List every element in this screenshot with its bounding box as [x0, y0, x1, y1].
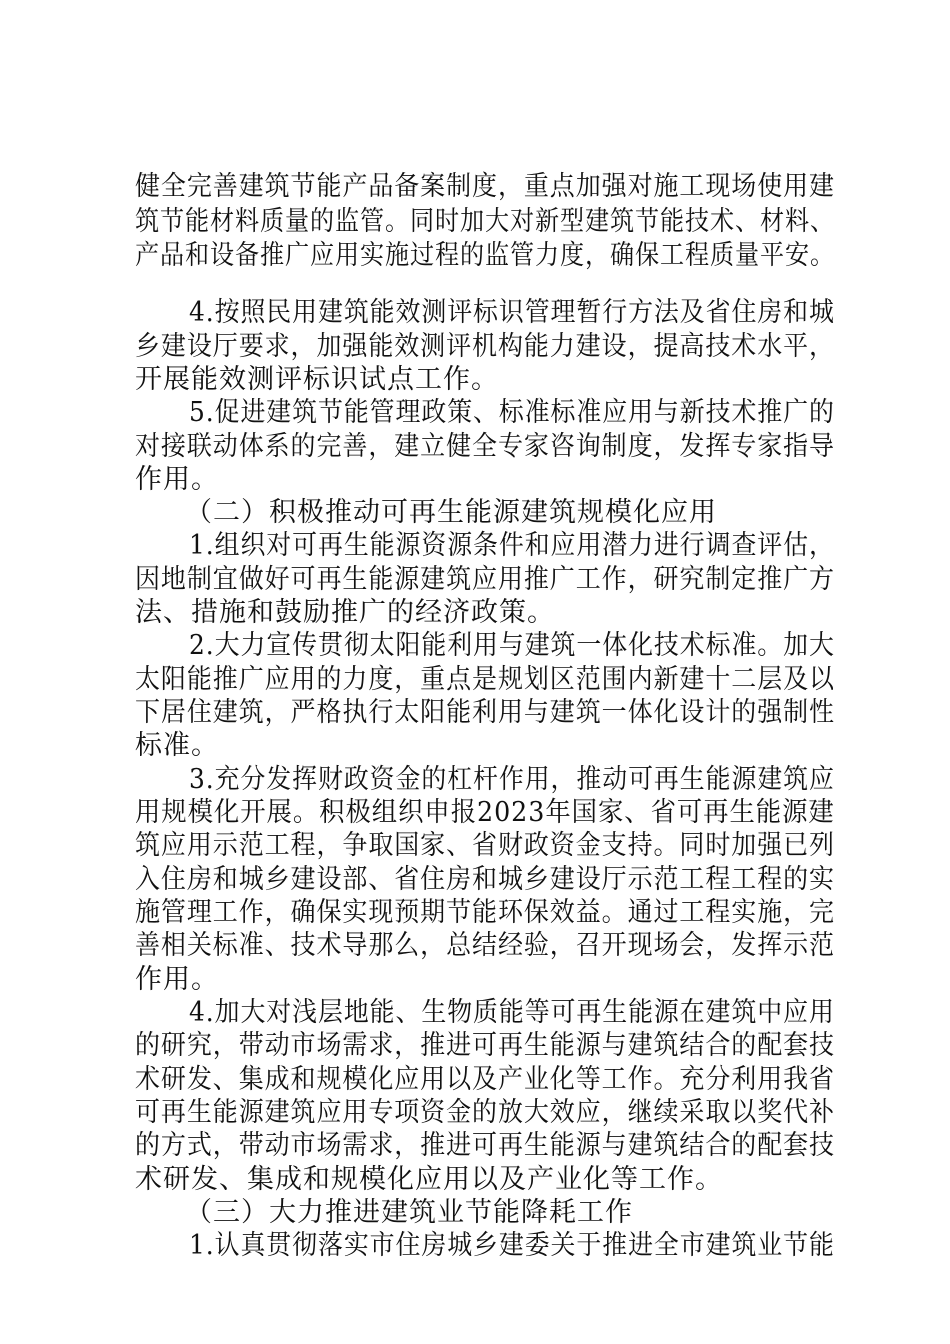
- section-heading: （二）积极推动可再生能源建筑规模化应用: [185, 497, 717, 528]
- text-line: 太阳能推广应用的力度，重点是规划区范围内新建十二层及以: [135, 664, 835, 695]
- text-line: 作用。: [135, 464, 219, 495]
- text-line: 1.组织对可再生能源资源条件和应用潜力进行调查评估，: [189, 530, 835, 561]
- text-line: 作用。: [135, 964, 219, 995]
- text-line: 5.促进建筑节能管理政策、标准标准应用与新技术推广的: [189, 397, 835, 428]
- text-line: 开展能效测评标识试点工作。: [135, 364, 499, 395]
- text-line: 入住房和城乡建设部、省住房和城乡建设厅示范工程工程的实: [135, 864, 835, 895]
- text-line: 2.大力宣传贯彻太阳能利用与建筑一体化技术标准。加大: [189, 630, 835, 661]
- text-line: 施管理工作，确保实现预期节能环保效益。通过工程实施，完: [135, 897, 835, 928]
- text-line: 1.认真贯彻落实市住房城乡建委关于推进全市建筑业节能: [189, 1230, 835, 1261]
- text-line: 因地制宜做好可再生能源建筑应用推广工作，研究制定推广方: [135, 564, 835, 595]
- text-line: 健全完善建筑节能产品备案制度，重点加强对施工现场使用建: [135, 171, 835, 202]
- text-line: 3.充分发挥财政资金的杠杆作用，推动可再生能源建筑应: [189, 764, 835, 795]
- text-line: 法、措施和鼓励推广的经济政策。: [135, 597, 555, 628]
- text-line: 的研究，带动市场需求，推进可再生能源与建筑结合的配套技: [135, 1030, 835, 1061]
- text-line: 4.加大对浅层地能、生物质能等可再生能源在建筑中应用: [189, 997, 835, 1028]
- text-line: 善相关标准、技术导那么，总结经验，召开现场会，发挥示范: [135, 930, 835, 961]
- text-line: 术研发、集成和规模化应用以及产业化等工作。: [135, 1164, 723, 1195]
- text-line: 标准。: [135, 730, 219, 761]
- text-line: 乡建设厅要求，加强能效测评机构能力建设，提高技术水平，: [135, 331, 835, 362]
- text-line: 对接联动体系的完善，建立健全专家咨询制度，发挥专家指导: [135, 431, 835, 462]
- text-line: 下居住建筑，严格执行太阳能利用与建筑一体化设计的强制性: [135, 697, 835, 728]
- text-line: 术研发、集成和规模化应用以及产业化等工作。充分利用我省: [135, 1064, 835, 1095]
- text-line: 4.按照民用建筑能效测评标识管理暂行方法及省住房和城: [189, 297, 835, 328]
- text-line: 可再生能源建筑应用专项资金的放大效应，继续采取以奖代补: [135, 1097, 835, 1128]
- text-line: 筑节能材料质量的监管。同时加大对新型建筑节能技术、材料、: [135, 206, 836, 237]
- text-line: 用规模化开展。积极组织申报2023年国家、省可再生能源建: [135, 797, 835, 828]
- section-heading: （三）大力推进建筑业节能降耗工作: [185, 1197, 633, 1228]
- text-line: 产品和设备推广应用实施过程的监管力度，确保工程质量平安。: [135, 240, 836, 271]
- text-line: 筑应用示范工程，争取国家、省财政资金支持。同时加强已列: [135, 830, 835, 861]
- text-line: 的方式，带动市场需求，推进可再生能源与建筑结合的配套技: [135, 1130, 835, 1161]
